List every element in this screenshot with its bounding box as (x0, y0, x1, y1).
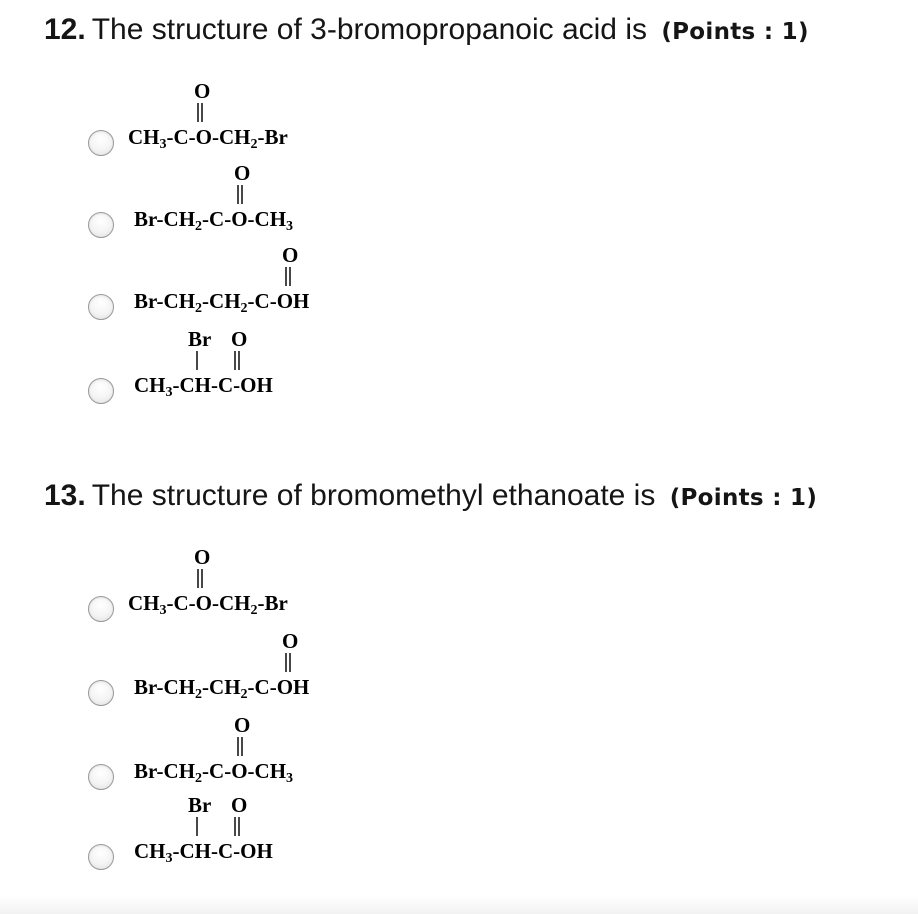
radio-button[interactable] (88, 844, 114, 870)
structural-formula (134, 620, 434, 710)
svg-text:CH3-CH-C-OH: CH3-CH-C-OH (134, 373, 273, 400)
formula-drawing (134, 704, 434, 794)
svg-text:Br: Br (188, 793, 212, 817)
points-label: (Points : 1) (661, 19, 809, 45)
svg-text:Br: Br (188, 327, 212, 351)
formula-drawing (134, 152, 434, 242)
svg-text:CH3-C-O-CH2-Br: CH3-C-O-CH2-Br (128, 125, 288, 152)
question-12-title (44, 12, 809, 50)
svg-text:O: O (194, 545, 211, 569)
svg-text:O: O (194, 79, 211, 103)
structural-formula (134, 704, 434, 794)
formula-drawing (134, 318, 434, 408)
radio-button[interactable] (88, 294, 114, 320)
svg-text:Br-CH2-C-O-CH3: Br-CH2-C-O-CH3 (134, 759, 294, 786)
svg-text:CH3-CH-C-OH: CH3-CH-C-OH (134, 839, 273, 866)
radio-button[interactable] (88, 130, 114, 156)
formula-drawing (128, 70, 428, 160)
svg-text:O: O (234, 161, 251, 185)
structural-formula (134, 234, 434, 324)
question-12-option-d[interactable] (88, 327, 448, 414)
svg-text:Br-CH2-CH2-C-OH: Br-CH2-CH2-C-OH (134, 289, 310, 316)
structural-formula (134, 784, 434, 874)
question-13-option-d[interactable] (88, 793, 448, 880)
structural-formula (134, 318, 434, 408)
svg-text:Br-CH2-CH2-C-OH: Br-CH2-CH2-C-OH (134, 675, 310, 702)
svg-text:CH3-C-O-CH2-Br: CH3-C-O-CH2-Br (128, 591, 288, 618)
question-number: 13. (44, 479, 86, 512)
svg-text:O: O (231, 793, 248, 817)
question-number: 12. (44, 13, 86, 46)
radio-button[interactable] (88, 378, 114, 404)
structural-formula (128, 70, 428, 160)
radio-button[interactable] (88, 212, 114, 238)
page-footer-shade (0, 896, 918, 914)
radio-button[interactable] (88, 680, 114, 706)
formula-drawing (128, 536, 428, 626)
formula-drawing (134, 234, 434, 324)
svg-text:O: O (282, 243, 299, 267)
svg-text:Br-CH2-C-O-CH3: Br-CH2-C-O-CH3 (134, 207, 294, 234)
svg-text:O: O (231, 327, 248, 351)
formula-drawing (134, 620, 434, 710)
structural-formula (134, 152, 434, 242)
radio-button[interactable] (88, 596, 114, 622)
radio-button[interactable] (88, 764, 114, 790)
structural-formula (128, 536, 428, 626)
question-text: The structure of bromomethyl ethanoate is (91, 479, 656, 512)
points-label: (Points : 1) (669, 485, 818, 511)
svg-text:O: O (282, 629, 299, 653)
formula-drawing (134, 784, 434, 874)
svg-text:O: O (234, 713, 251, 737)
question-13-title (44, 478, 817, 516)
question-text: The structure of 3-bromopropanoic acid is (91, 13, 647, 46)
